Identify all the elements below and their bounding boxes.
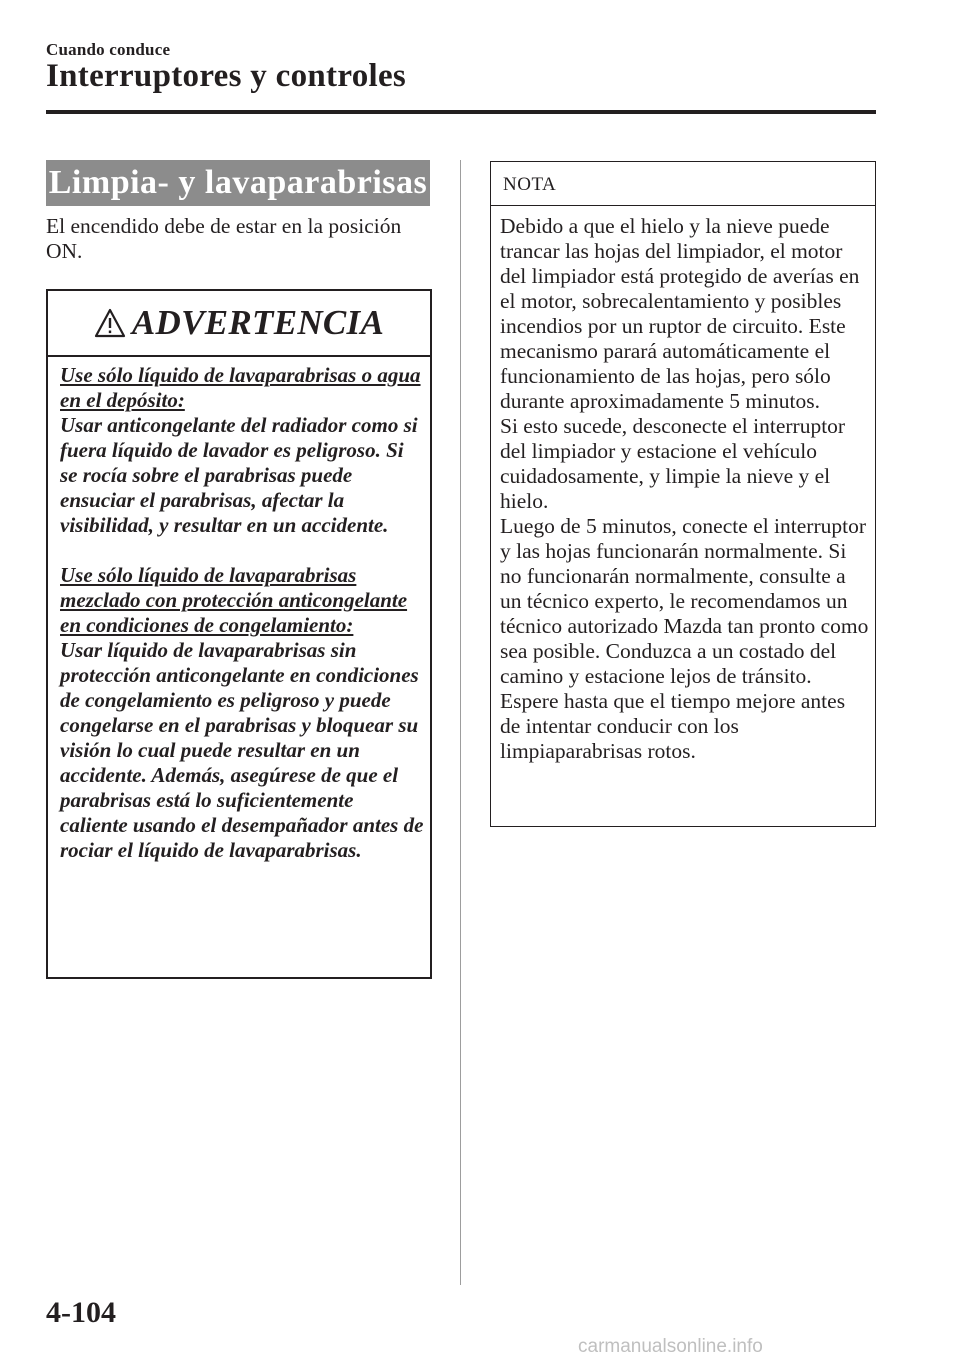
warning-triangle-icon xyxy=(94,308,126,338)
note-paragraph-3: Luego de 5 minutos, conecte el interruptor y las hojas funcionarán normalmente. Si no funcionarán normalmente, consulte a un técnico experto, le recomendamos un técnico autorizado Mazda tan pronto como sea posible. Conduzca a un costado del camino y estacione lejos de tránsito. Espere hasta que el tiempo mejore antes de intentar conducir con los limpiaparabrisas rotos. xyxy=(500,514,869,763)
page-number: 4-104 xyxy=(46,1296,116,1329)
page-title: Interruptores y controles xyxy=(46,58,407,94)
warning-box xyxy=(46,289,432,979)
note-box xyxy=(490,161,876,827)
note-body xyxy=(500,214,870,764)
intro-text: El encendido debe de estar en la posición ON. xyxy=(46,214,402,263)
note-paragraph-1: Debido a que el hielo y la nieve puede trancar las hojas del limpiador, el motor del limpiador está protegido de averías en el motor, sobrecalentamiento y posibles incendios por un ruptor de circuito. Este mecanismo parará automáticamente el funcionamiento de las hojas, pero sólo durante aproximadamente 5 minutos. xyxy=(500,214,860,413)
watermark: carmanualsonline.info xyxy=(578,1336,763,1357)
warning-title: ADVERTENCIA xyxy=(131,303,385,342)
note-header xyxy=(491,162,875,206)
section-kicker: Cuando conduce xyxy=(46,40,171,59)
section-banner: Limpia- y lavaparabrisas xyxy=(46,160,430,206)
note-title: NOTA xyxy=(503,174,557,195)
warning-heading-1: Use sólo líquido de lavaparabrisas o agua en el depósito: xyxy=(60,363,421,412)
warning-header xyxy=(48,291,430,357)
note-paragraph-2: Si esto sucede, desconecte el interruptor del limpiador y estacione el vehículo cuidadosamente, y limpie la nieve y el hielo. xyxy=(500,414,846,513)
warning-text-2: Usar líquido de lavaparabrisas sin protección anticongelante en condiciones de congelamiento es peligroso y puede congelarse en el parabrisas y bloquear su visión lo cual puede resultar en un accidente. Además, asegúrese de que el parabrisas está lo suficientemente caliente usando el desempañador antes de rociar el líquido de lavaparabrisas. xyxy=(60,638,424,862)
title-rule xyxy=(46,110,876,114)
warning-text-1: Usar anticongelante del radiador como si fuera líquido de lavador es peligroso. Si se rocía sobre el parabrisas puede ensuciar el parabrisas, afectar la visibilidad, y resultar en un accidente. xyxy=(60,413,418,537)
warning-heading-2: Use sólo líquido de lavaparabrisas mezclado con protección anticongelante en condiciones de congelamiento: xyxy=(60,563,408,637)
column-divider xyxy=(460,160,461,1285)
warning-body xyxy=(60,363,426,863)
